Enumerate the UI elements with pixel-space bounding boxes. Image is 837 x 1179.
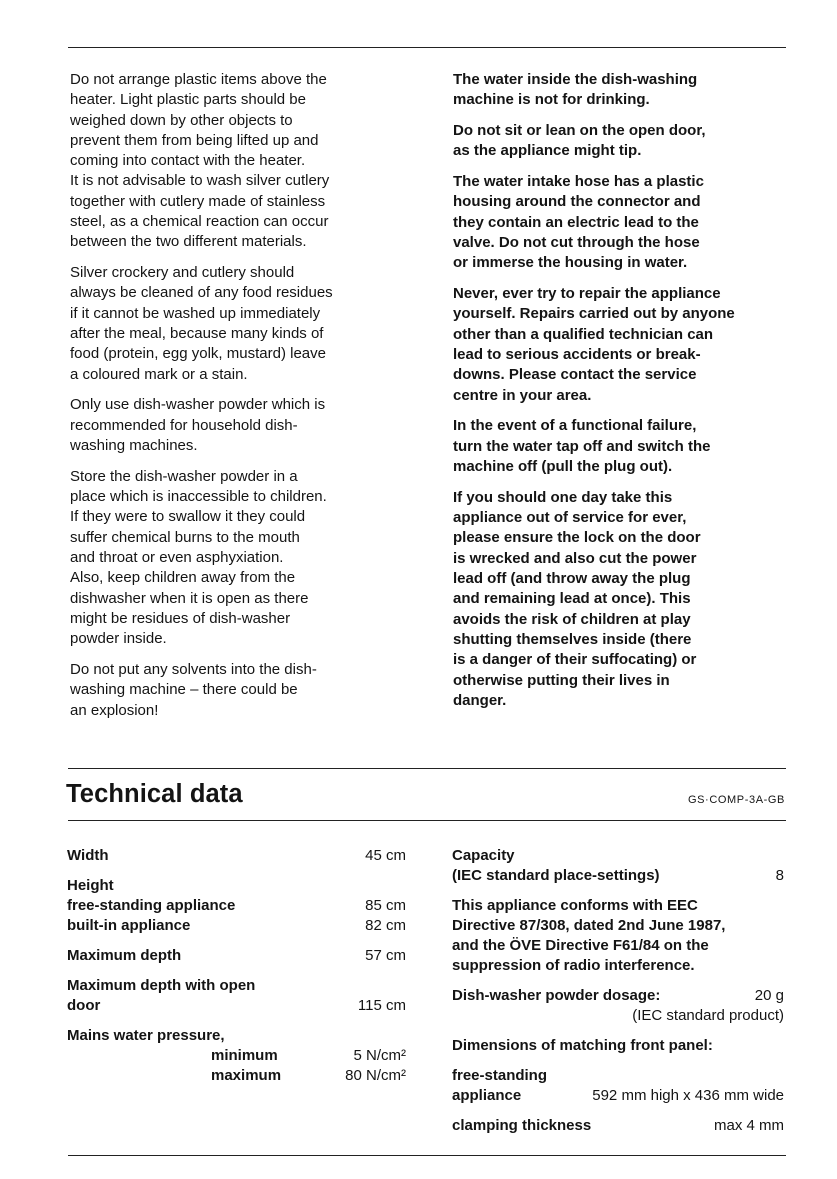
section-rule-bottom <box>68 820 786 821</box>
text-line: is a danger of their suffocating) or <box>453 651 697 669</box>
text-line: between the two different materials. <box>70 233 307 251</box>
depth-open-label-2: door <box>67 997 101 1014</box>
text-line: turn the water tap off and switch the <box>453 437 711 455</box>
paragraph-plastic-items <box>70 70 410 253</box>
text-line: housing around the connector and <box>453 193 701 211</box>
paragraph-solvents <box>70 660 410 721</box>
powder-label: Dish-washer powder dosage: <box>452 987 661 1004</box>
text-line: washing machines. <box>70 437 198 455</box>
text-line: recommended for household dish- <box>70 416 298 434</box>
right-column <box>453 70 793 722</box>
width-value: 45 cm <box>365 847 406 864</box>
text-line: if it cannot be washed up immediately <box>70 304 321 322</box>
powder-note: (IEC standard product) <box>632 1007 784 1024</box>
free-standing-label: free-standing appliance <box>67 897 236 914</box>
depth-value: 57 cm <box>365 947 406 964</box>
text-line: In the event of a functional failure, <box>453 417 697 435</box>
text-line: Never, ever try to repair the appliance <box>453 285 721 303</box>
free-standing-panel-label: free-standing <box>452 1067 548 1084</box>
text-line: The water intake hose has a plastic <box>453 173 704 191</box>
text-line: please ensure the lock on the door <box>453 529 701 547</box>
text-line: after the meal, because many kinds of <box>70 325 324 343</box>
text-line: weighed down by other objects to <box>70 111 293 129</box>
text-line: danger. <box>453 691 507 709</box>
capacity-label: Capacity <box>452 847 515 864</box>
free-standing-row <box>67 896 406 916</box>
text-line: centre in your area. <box>453 386 592 404</box>
width-row <box>67 846 406 866</box>
powder-value: 20 g <box>754 987 784 1004</box>
tech-right-table <box>452 846 784 1136</box>
eec-statement <box>452 896 784 976</box>
pressure-min-row <box>67 1046 406 1066</box>
text-line: place which is inaccessible to children. <box>70 488 327 506</box>
text-line: lead off (and throw away the plug <box>453 570 691 588</box>
pressure-max-value: 80 N/cm² <box>345 1067 406 1084</box>
text-line: Silver crockery and cutlery should <box>70 264 295 282</box>
text-line: Do not arrange plastic items above the <box>70 71 327 88</box>
text-line: and throat or even asphyxiation. <box>70 549 284 567</box>
text-line: Also, keep children away from the <box>70 569 296 587</box>
text-line: downs. Please contact the service <box>453 366 697 384</box>
text-line: coming into contact with the heater. <box>70 152 306 170</box>
text-line: machine off (pull the plug out). <box>453 458 673 476</box>
text-line: It is not advisable to wash silver cutlery <box>70 172 330 190</box>
pressure-max-row <box>67 1066 406 1086</box>
text-line: machine is not for drinking. <box>453 91 650 109</box>
depth-row <box>67 946 406 966</box>
bottom-rule <box>68 1155 786 1156</box>
text-line: The water inside the dish-washing <box>453 71 698 88</box>
text-line: they contain an electric lead to the <box>453 213 699 231</box>
depth-open-value: 115 cm <box>357 997 406 1014</box>
pressure-max-label: maximum <box>211 1067 282 1084</box>
document-code: GS·COMP-3A-GB <box>687 794 785 806</box>
paragraph-not-drinking <box>453 70 793 111</box>
text-line: heater. Light plastic parts should be <box>70 91 306 109</box>
panel-label: Dimensions of matching front panel: <box>452 1037 713 1054</box>
height-label: Height <box>67 877 114 894</box>
section-title: Technical data <box>66 780 243 808</box>
text-line: might be residues of dish-washer <box>70 609 291 627</box>
text-line: shutting themselves inside (there <box>453 630 692 648</box>
paragraph-powder-storage <box>70 467 410 650</box>
paragraph-open-door <box>453 121 793 162</box>
text-line: lead to serious accidents or break- <box>453 346 701 364</box>
text-line: is wrecked and also cut the power <box>453 549 697 567</box>
text-line: If they were to swallow it they could <box>70 508 306 526</box>
free-standing-panel-row <box>452 1086 784 1106</box>
section-rule-top <box>68 768 786 769</box>
text-line: Store the dish-washer powder in a <box>70 467 298 485</box>
text-line: suffer chemical burns to the mouth <box>70 528 300 546</box>
clamping-row <box>452 1116 784 1136</box>
built-in-label: built-in appliance <box>67 917 191 934</box>
clamping-value: max 4 mm <box>713 1117 784 1134</box>
clamping-label: clamping thickness <box>452 1117 592 1134</box>
text-line: an explosion! <box>70 701 159 719</box>
built-in-value: 82 cm <box>365 917 406 934</box>
pressure-label: Mains water pressure, <box>67 1027 225 1044</box>
text-line: avoids the risk of children at play <box>453 610 691 628</box>
text-line: steel, as a chemical reaction can occur <box>70 213 329 231</box>
built-in-row <box>67 916 406 936</box>
paragraph-intake-hose <box>453 172 793 273</box>
text-line: Directive 87/308, dated 2nd June 1987, <box>452 917 726 934</box>
depth-open-row <box>67 996 406 1016</box>
tech-left-table <box>67 846 406 1086</box>
text-line: yourself. Repairs carried out by anyone <box>453 305 735 323</box>
text-line: dishwasher when it is open as there <box>70 589 309 607</box>
paragraph-out-of-service <box>453 488 793 711</box>
capacity-row <box>452 866 784 886</box>
text-line: Do not sit or lean on the open door, <box>453 122 706 140</box>
pressure-min-label: minimum <box>211 1047 278 1064</box>
text-line: powder inside. <box>70 630 167 648</box>
text-line: and remaining lead at once). This <box>453 590 691 608</box>
text-line: Only use dish-washer powder which is <box>70 396 326 414</box>
pressure-min-value: 5 N/cm² <box>353 1047 406 1064</box>
text-line: otherwise putting their lives in <box>453 671 670 689</box>
free-standing-value: 85 cm <box>365 897 406 914</box>
depth-label: Maximum depth <box>67 947 182 964</box>
text-line: a coloured mark or a stain. <box>70 365 248 383</box>
text-line: together with cutlery made of stainless <box>70 192 326 210</box>
width-label: Width <box>67 847 109 864</box>
text-line: Do not put any solvents into the dish- <box>70 661 317 679</box>
text-line: This appliance conforms with EEC <box>452 897 698 914</box>
text-line: If you should one day take this <box>453 488 673 506</box>
powder-row <box>452 986 784 1006</box>
text-line: as the appliance might tip. <box>453 142 642 160</box>
paragraph-functional-failure <box>453 416 793 477</box>
paragraph-repairs <box>453 284 793 406</box>
paragraph-silver-crockery <box>70 263 410 385</box>
paragraph-powder-use <box>70 395 410 456</box>
text-line: suppression of radio interference. <box>452 957 695 974</box>
text-line: other than a qualified technician can <box>453 325 714 343</box>
text-line: and the ÖVE Directive F61/84 on the <box>452 937 709 954</box>
capacity-label-2: (IEC standard place-settings) <box>452 867 660 884</box>
text-line: or immerse the housing in water. <box>453 254 688 272</box>
text-line: appliance out of service for ever, <box>453 509 687 527</box>
text-line: prevent them from being lifted up and <box>70 131 319 149</box>
free-standing-panel-value: 592 mm high x 436 mm wide <box>592 1087 784 1104</box>
text-line: food (protein, egg yolk, mustard) leave <box>70 345 326 363</box>
capacity-value: 8 <box>775 867 784 884</box>
depth-open-label: Maximum depth with open <box>67 977 256 994</box>
top-rule <box>68 47 786 48</box>
text-line: always be cleaned of any food residues <box>70 284 333 302</box>
text-line: valve. Do not cut through the hose <box>453 234 700 252</box>
free-standing-panel-label-2: appliance <box>452 1087 522 1104</box>
left-column <box>70 70 410 731</box>
text-line: washing machine – there could be <box>70 681 298 699</box>
